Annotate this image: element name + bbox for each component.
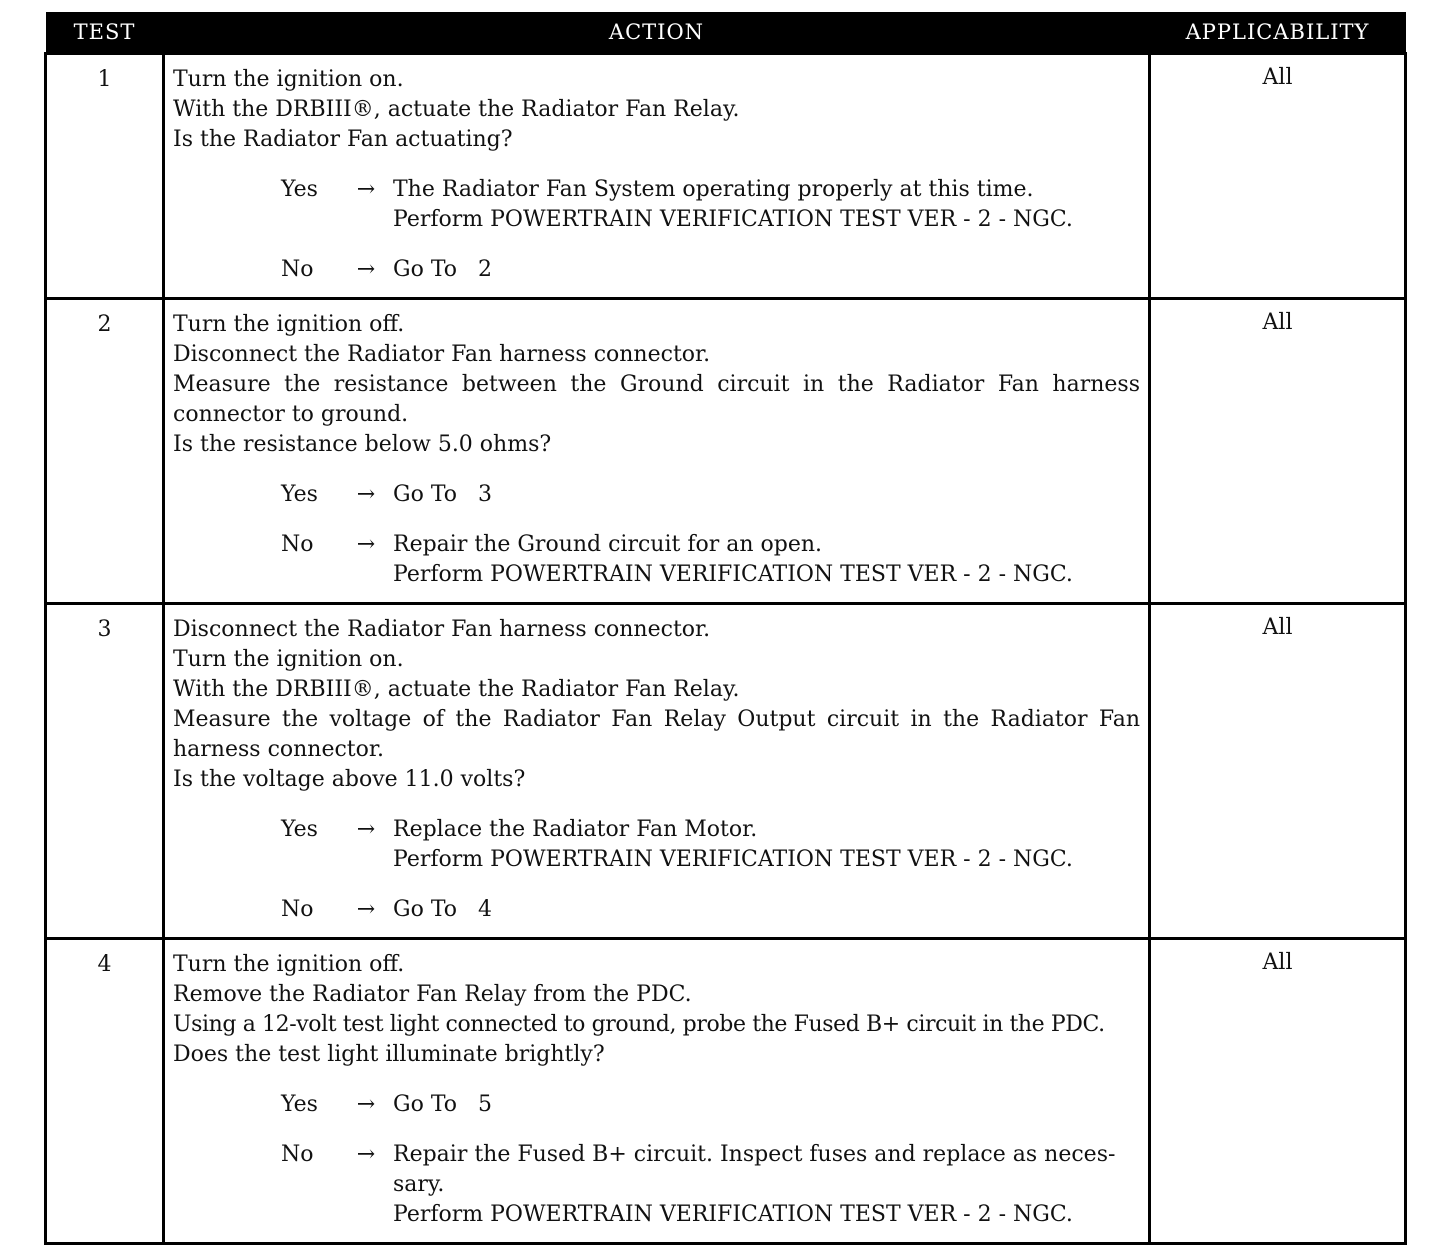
action-cell <box>164 939 1150 1244</box>
answer-label: Yes <box>281 177 318 202</box>
table-row <box>46 54 1406 299</box>
outcome-yes <box>173 480 1140 510</box>
answer-label: No <box>281 532 314 557</box>
action-step: Using a 12-volt test light connected to ground, probe the Fused B+ circuit in the PDC. <box>173 1012 1105 1037</box>
right-arrow-icon: → <box>356 817 376 842</box>
right-arrow-icon: → <box>356 482 376 507</box>
outcome-result: Go To 5 <box>393 1092 492 1117</box>
action-step: Disconnect the Radiator Fan harness connector. <box>173 617 711 642</box>
outcome-no <box>173 530 1140 590</box>
right-arrow-icon: → <box>356 1142 376 1167</box>
answer-label: No <box>281 257 314 282</box>
action-question: Is the resistance below 5.0 ohms? <box>173 432 552 457</box>
outcome-result: Repair the Ground circuit for an open. Perform POWERTRAIN VERIFICATION TEST VER - 2 - NGC. <box>393 532 1073 587</box>
outcome-yes <box>173 1090 1140 1120</box>
diagnostic-test-table <box>44 12 1407 1245</box>
answer-label: Yes <box>281 1092 318 1117</box>
action-step: Turn the ignition on. <box>173 67 404 92</box>
outcome-result: Go To 2 <box>393 257 492 282</box>
right-arrow-icon: → <box>356 257 376 282</box>
outcome-yes <box>173 175 1140 235</box>
header-applicability: APPLICABILITY <box>1150 12 1406 54</box>
diagnostic-test-sheet <box>44 12 1404 1245</box>
right-arrow-icon: → <box>356 897 376 922</box>
outcome-no <box>173 895 1140 925</box>
action-cell <box>164 299 1150 604</box>
right-arrow-icon: → <box>356 1092 376 1117</box>
action-question: Is the voltage above 11.0 volts? <box>173 767 526 792</box>
action-step: Measure the resistance between the Ground circuit in the Radiator Fan harness connector to ground. <box>173 372 1140 427</box>
table-header-row <box>46 12 1406 54</box>
action-cell <box>164 54 1150 299</box>
action-step: Remove the Radiator Fan Relay from the PDC. <box>173 982 692 1007</box>
table-row <box>46 939 1406 1244</box>
test-number: 3 <box>46 604 164 939</box>
action-question: Does the test light illuminate brightly? <box>173 1042 605 1067</box>
test-number: 1 <box>46 54 164 299</box>
action-step: Turn the ignition off. <box>173 952 405 977</box>
table-row <box>46 604 1406 939</box>
applicability-value: All <box>1150 54 1406 299</box>
table-row <box>46 299 1406 604</box>
outcome-result: The Radiator Fan System operating properly at this time. Perform POWERTRAIN VERIFICATION TEST VER - 2 - NGC. <box>393 177 1073 232</box>
action-step: Disconnect the Radiator Fan harness connector. <box>173 342 711 367</box>
outcome-no <box>173 255 1140 285</box>
outcome-result: Repair the Fused B+ circuit. Inspect fuses and replace as neces-sary. Perform POWERTRAIN VERIFICATION TEST VER - 2 - NGC. <box>393 1142 1116 1227</box>
outcome-yes <box>173 815 1140 875</box>
outcome-result: Replace the Radiator Fan Motor. Perform POWERTRAIN VERIFICATION TEST VER - 2 - NGC. <box>393 817 1073 872</box>
right-arrow-icon: → <box>356 177 376 202</box>
answer-label: Yes <box>281 817 318 842</box>
answer-label: No <box>281 897 314 922</box>
test-number: 4 <box>46 939 164 1244</box>
header-action: ACTION <box>164 12 1150 54</box>
action-step: Turn the ignition on. <box>173 647 404 672</box>
test-number: 2 <box>46 299 164 604</box>
applicability-value: All <box>1150 939 1406 1244</box>
outcome-result: Go To 3 <box>393 482 492 507</box>
outcome-no <box>173 1140 1140 1230</box>
action-step: With the DRBIII®, actuate the Radiator Fan Relay. <box>173 677 740 702</box>
answer-label: Yes <box>281 482 318 507</box>
header-test: TEST <box>46 12 164 54</box>
action-cell <box>164 604 1150 939</box>
action-step: Measure the voltage of the Radiator Fan Relay Output circuit in the Radiator Fan harness connector. <box>173 707 1140 762</box>
action-step: Turn the ignition off. <box>173 312 405 337</box>
applicability-value: All <box>1150 299 1406 604</box>
right-arrow-icon: → <box>356 532 376 557</box>
answer-label: No <box>281 1142 314 1167</box>
action-step: With the DRBIII®, actuate the Radiator Fan Relay. <box>173 97 740 122</box>
outcome-result: Go To 4 <box>393 897 492 922</box>
applicability-value: All <box>1150 604 1406 939</box>
action-question: Is the Radiator Fan actuating? <box>173 127 513 152</box>
